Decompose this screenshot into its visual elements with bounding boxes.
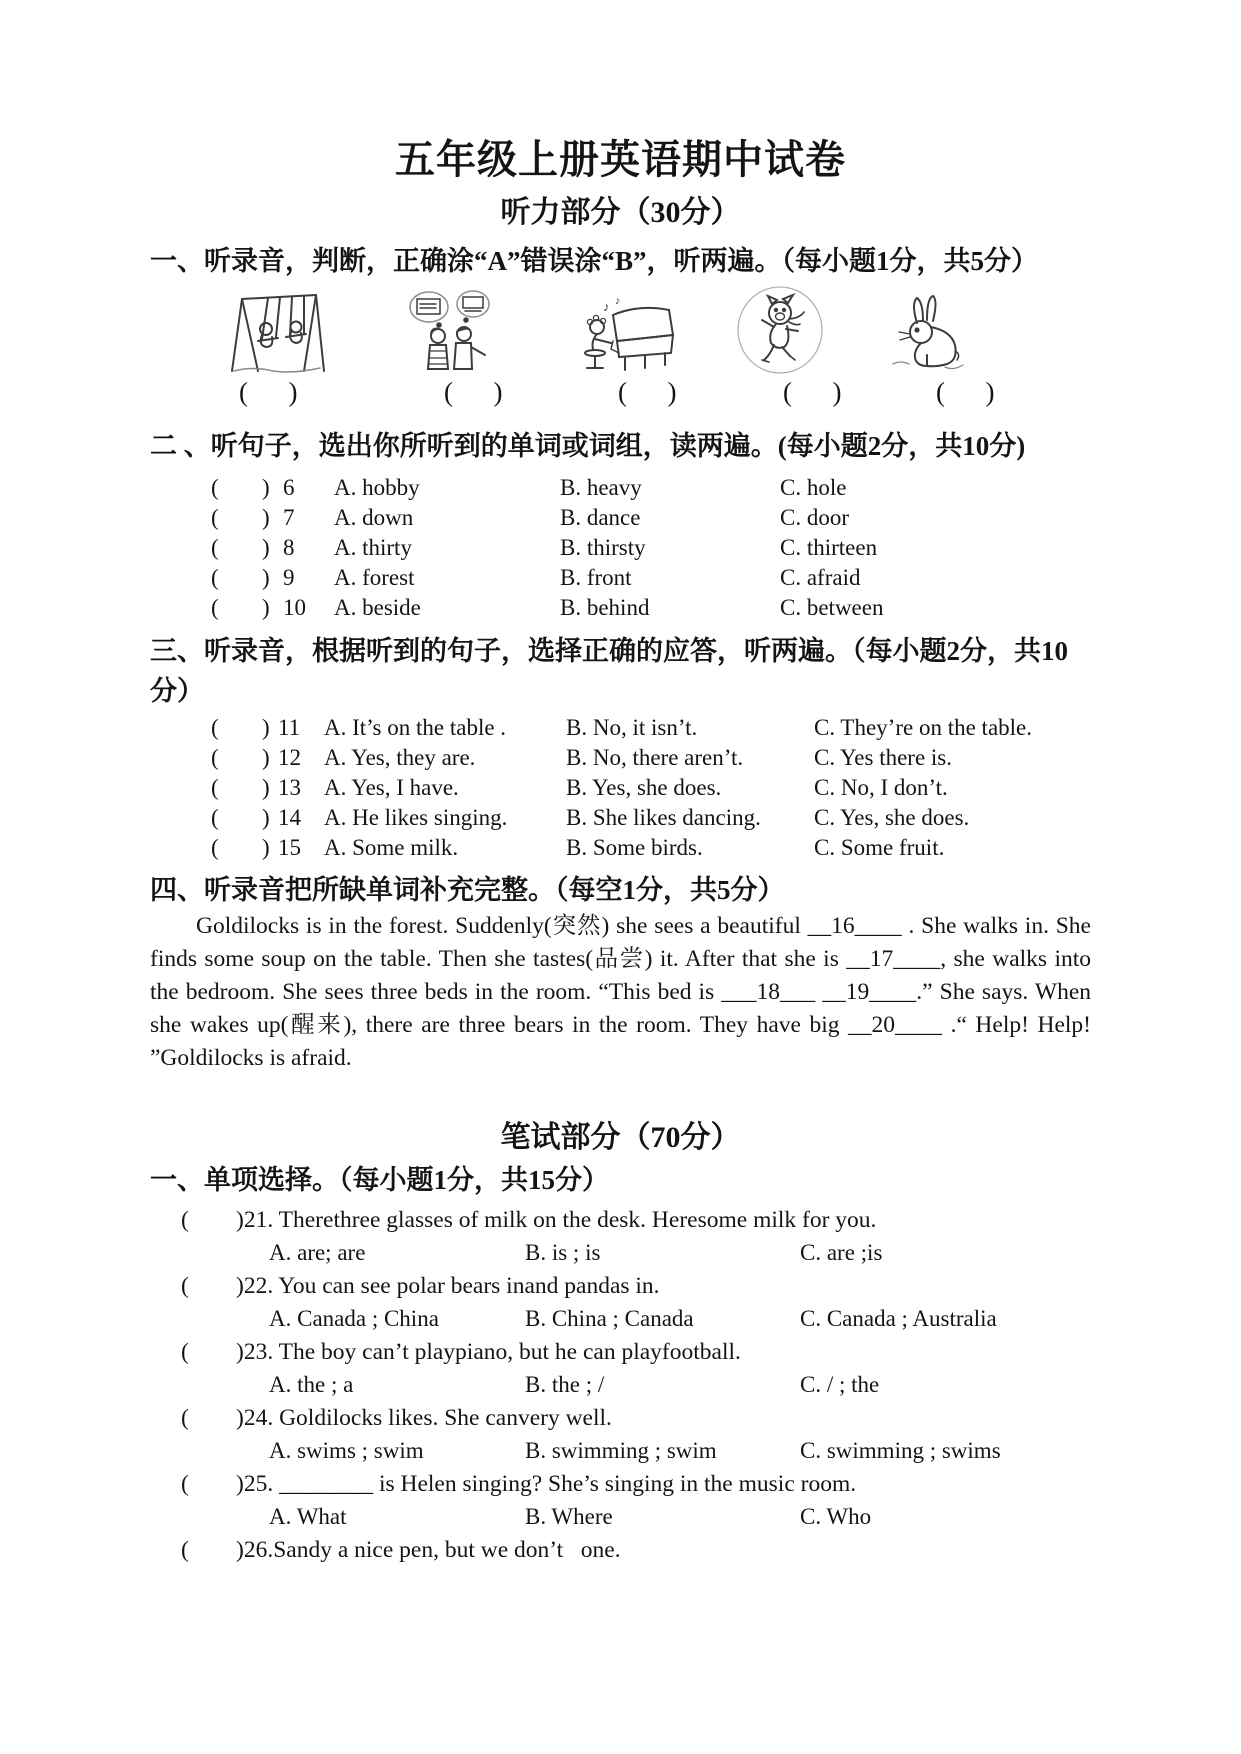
option-c: C. Some fruit. <box>814 835 945 860</box>
answer-paren-close: ) <box>262 745 270 770</box>
swing-set-picture-icon <box>228 287 328 375</box>
answer-paren-close: ) <box>262 835 270 860</box>
option-a: A. Some milk. <box>324 835 459 860</box>
option-a: A. beside <box>334 595 421 620</box>
question-row-12 <box>150 745 1091 775</box>
option-c: C. No, I don’t. <box>814 775 948 800</box>
listening-s4-heading: 四、听录音把所缺单词补充完整。（每空1分，共5分） <box>150 875 785 905</box>
answer-paren: ( ) <box>783 377 842 407</box>
question-row-14 <box>150 805 1091 835</box>
option-c: C. afraid <box>780 565 861 590</box>
question-number: 13 <box>278 775 301 800</box>
answer-paren-close: ) <box>262 805 270 830</box>
option-b: B. behind <box>560 595 650 620</box>
option-a: A. are; are <box>269 1240 366 1265</box>
option-c: C. They’re on the table. <box>814 715 1033 740</box>
option-a: A. thirty <box>334 535 412 560</box>
answer-paren: ( ) <box>239 377 298 407</box>
question-text: )26.Sandy a nice pen, but we don’t one. <box>236 1537 621 1563</box>
question-text: )23. The boy can’t playpiano, but he can playfootball. <box>236 1339 741 1365</box>
answer-paren-open: ( <box>211 595 219 620</box>
option-c: C. hole <box>780 475 847 500</box>
question-23-stem <box>150 1339 1091 1372</box>
question-row-15 <box>150 835 1091 865</box>
listening-s1-answer-row <box>150 377 1091 409</box>
written-part-header: 笔试部分（70分） <box>500 1121 741 1154</box>
answer-paren-close: ) <box>262 775 270 800</box>
question-row-8 <box>150 535 1091 565</box>
option-c: C. thirteen <box>780 535 878 560</box>
listening-part-header: 听力部分（30分） <box>500 196 741 229</box>
family-watching-tv-picture-icon <box>406 287 496 375</box>
question-21-stem <box>150 1207 1091 1240</box>
question-text: )25. ________ is Helen singing? She’s singing in the music room. <box>236 1471 857 1497</box>
exam-title: 五年级上册英语期中试卷 <box>395 137 846 182</box>
question-number: 15 <box>278 835 301 860</box>
listening-s2-rows <box>150 475 1091 625</box>
answer-paren-close: ) <box>262 715 270 740</box>
answer-paren-open: ( <box>181 1471 189 1497</box>
answer-paren-close: ) <box>262 595 270 620</box>
answer-paren-open: ( <box>211 565 219 590</box>
option-a: A. He likes singing. <box>324 805 508 830</box>
answer-paren-open: ( <box>211 475 219 500</box>
question-25-options <box>150 1504 1091 1537</box>
option-c: C. Who <box>800 1504 872 1529</box>
grand-piano-picture-icon <box>577 295 677 375</box>
question-number: 8 <box>283 535 295 560</box>
option-a: A. It’s on the table . <box>324 715 507 740</box>
option-b: B. China ; Canada <box>525 1306 694 1331</box>
question-24-options <box>150 1438 1091 1471</box>
option-a: A. down <box>334 505 414 530</box>
answer-paren: ( ) <box>936 377 995 407</box>
option-b: B. No, it isn’t. <box>566 715 698 740</box>
option-b: B. front <box>560 565 632 590</box>
question-number: 12 <box>278 745 301 770</box>
answer-paren-open: ( <box>181 1207 189 1233</box>
listening-s1-pictures <box>150 282 1091 377</box>
answer-paren-open: ( <box>211 535 219 560</box>
svg-text:♪: ♪ <box>603 299 610 314</box>
question-row-6 <box>150 475 1091 505</box>
option-b: B. She likes dancing. <box>566 805 761 830</box>
option-c: C. are ;is <box>800 1240 883 1265</box>
option-c: C. door <box>780 505 849 530</box>
listening-s1-heading: 一、听录音，判断，正确涂“A”错误涂“B”，听两遍。（每小题1分，共5分） <box>150 246 1039 276</box>
question-row-10 <box>150 595 1091 625</box>
svg-text:♪: ♪ <box>615 295 621 307</box>
option-a: A. swims ; swim <box>269 1438 424 1463</box>
question-row-7 <box>150 505 1091 535</box>
written-s1-heading: 一、单项选择。（每小题1分，共15分） <box>150 1165 609 1195</box>
answer-paren-close: ) <box>262 505 270 530</box>
answer-paren-open: ( <box>211 715 219 740</box>
question-row-9 <box>150 565 1091 595</box>
answer-paren-open: ( <box>181 1273 189 1299</box>
option-a: A. What <box>269 1504 347 1529</box>
listening-s3-heading: 三、听录音，根据听到的句子，选择正确的应答，听两遍。（每小题2分，共10分） <box>150 636 1068 706</box>
answer-paren-close: ) <box>262 535 270 560</box>
option-c: C. / ; the <box>800 1372 880 1397</box>
option-c: C. Yes there is. <box>814 745 953 770</box>
option-a: A. Yes, they are. <box>324 745 476 770</box>
option-a: A. hobby <box>334 475 420 500</box>
answer-paren-open: ( <box>211 745 219 770</box>
listening-s3-rows <box>150 715 1091 865</box>
question-number: 6 <box>283 475 295 500</box>
question-number: 14 <box>278 805 301 830</box>
option-a: A. the ; a <box>269 1372 354 1397</box>
question-number: 10 <box>283 595 306 620</box>
question-25-stem <box>150 1471 1091 1504</box>
answer-paren: ( ) <box>444 377 503 407</box>
question-24-stem <box>150 1405 1091 1438</box>
option-b: B. swimming ; swim <box>525 1438 717 1463</box>
question-text: )21. Therethree glasses of milk on the desk. Heresome milk for you. <box>236 1207 877 1233</box>
option-c: C. Yes, she does. <box>814 805 970 830</box>
option-b: B. No, there aren’t. <box>566 745 744 770</box>
answer-paren-open: ( <box>211 505 219 530</box>
option-b: B. Some birds. <box>566 835 703 860</box>
question-row-13 <box>150 775 1091 805</box>
written-s1-questions <box>150 1207 1091 1570</box>
option-a: A. Yes, I have. <box>324 775 459 800</box>
answer-paren-open: ( <box>181 1339 189 1365</box>
option-b: B. is ; is <box>525 1240 601 1265</box>
dancing-pig-picture-icon <box>736 285 824 375</box>
option-a: A. forest <box>334 565 415 590</box>
option-b: B. thirsty <box>560 535 646 560</box>
question-number: 9 <box>283 565 295 590</box>
option-b: B. Yes, she does. <box>566 775 722 800</box>
question-22-stem <box>150 1273 1091 1306</box>
option-a: A. Canada ; China <box>269 1306 439 1331</box>
option-c: C. Canada ; Australia <box>800 1306 997 1331</box>
answer-paren-open: ( <box>181 1405 189 1431</box>
cloze-passage: Goldilocks is in the forest. Suddenly(突然) she sees a beautiful __16____ . She walks in. She finds some soup on the table. Then she tastes(品尝) it. After that she is __17____, she walks into the bedroom. She sees three beds in the room. “This bed is ___18___ __19____.” She says. When she wakes up(醒来), there are three bears in the room. They have big __20____ .“ Help! Help! ”Goldilocks is afraid. <box>150 913 1091 1071</box>
option-c: C. swimming ; swims <box>800 1438 1001 1463</box>
answer-paren-open: ( <box>211 835 219 860</box>
question-text: )22. You can see polar bears inand pandas in. <box>236 1273 660 1299</box>
answer-paren-open: ( <box>211 775 219 800</box>
answer-paren-open: ( <box>181 1537 189 1563</box>
answer-paren-open: ( <box>211 805 219 830</box>
answer-paren: ( ) <box>618 377 677 407</box>
question-22-options <box>150 1306 1091 1339</box>
question-23-options <box>150 1372 1091 1405</box>
answer-paren-close: ) <box>262 565 270 590</box>
question-21-options <box>150 1240 1091 1273</box>
question-row-11 <box>150 715 1091 745</box>
question-26-stem <box>150 1537 1091 1570</box>
question-number: 11 <box>278 715 301 740</box>
question-number: 7 <box>283 505 295 530</box>
option-b: B. the ; / <box>525 1372 605 1397</box>
question-text: )24. Goldilocks likes. She canvery well. <box>236 1405 612 1431</box>
option-b: B. dance <box>560 505 641 530</box>
option-c: C. between <box>780 595 884 620</box>
listening-s2-heading: 二 、听句子，选出你所听到的单词或词组，读两遍。(每小题2分，共10分) <box>150 431 1026 461</box>
option-b: B. Where <box>525 1504 613 1529</box>
rabbit-picture-icon <box>887 293 967 375</box>
option-b: B. heavy <box>560 475 642 500</box>
answer-paren-close: ) <box>262 475 270 500</box>
